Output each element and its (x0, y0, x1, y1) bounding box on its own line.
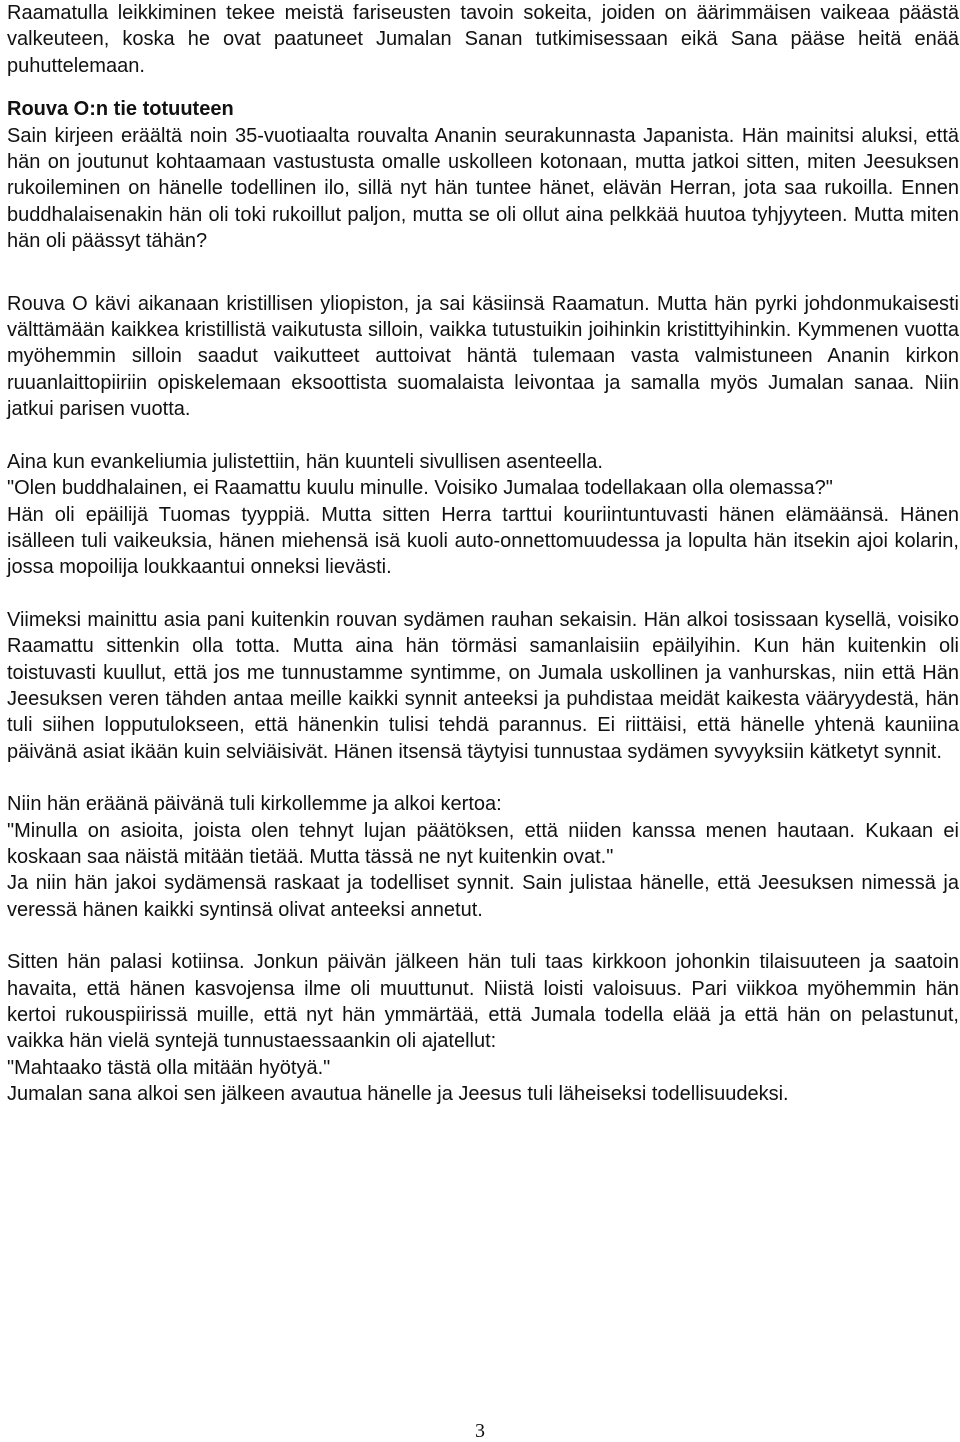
paragraph-letter: Sain kirjeen eräältä noin 35-vuotiaalta rouvalta Ananin seurakunnasta Japanista. Hän mainitsi aluksi, että hän on joutunut kohtaamaan vastustusta omalle uskolleen kotonaan, mutta jatkoi sitten, miten Jeesuksen rukoileminen on hänelle todellinen ilo, sillä nyt hän tuntee hänet, elävän Herran, jota saa rukoilla. Ennen buddhalaisenakin hän oli toki rukoillut paljon, mutta se oli ollut aina pelkkää huutoa tyhjyyteen. Mutta miten hän oli päässyt tähän? (7, 124, 959, 253)
paragraph-quote-secrets: "Minulla on asioita, joista olen tehnyt lujan päätöksen, että niiden kanssa menen hautaan. Kukaan ei koskaan saa näistä mitään tietää. Mutta tässä ne nyt kuitenkin ovat." (7, 819, 959, 868)
spacer (7, 423, 959, 449)
spacer (7, 255, 959, 291)
spacer (7, 765, 959, 791)
paragraph-confession: Ja niin hän jakoi sydämensä raskaat ja todelliset synnit. Sain julistaa hänelle, että Jeesuksen nimessä ja veressä hänen kaikki syntinsä olivat anteeksi annetut. (7, 872, 959, 921)
paragraph-church-visit: Niin hän eräänä päivänä tuli kirkollemme ja alkoi kertoa: (7, 793, 502, 816)
page-number: 3 (475, 1420, 485, 1442)
paragraph-gospel: Aina kun evankeliumia julistettiin, hän kuunteli sivullisen asenteella. (7, 450, 603, 473)
paragraph-thomas: Hän oli epäilijä Tuomas tyyppiä. Mutta sitten Herra tarttui kouriintuntuvasti hänen elämäänsä. Hänen isälleen tuli vaikeuksia, hänen miehensä isä kuoli auto-onnettomuudessa ja lopulta hän itsekin ajoi kolarin, jossa mopoilija loukkaantui onneksi lievästi. (7, 503, 959, 579)
paragraph-closing: Jumalan sana alkoi sen jälkeen avautua hänelle ja Jeesus tuli läheiseksi todellisuudeksi. (7, 1083, 789, 1106)
paragraph-quote-buddhist: "Olen buddhalainen, ei Raamattu kuulu minulle. Voisiko Jumalaa todellakaan olla olemassa?" (7, 477, 833, 500)
section-heading: Rouva O:n tie totuuteen (7, 98, 234, 121)
paragraph-change: Sitten hän palasi kotiinsa. Jonkun päivän jälkeen hän tuli taas kirkkoon johonkin tilaisuuteen ja saatoin havaita, että hänen kasvojensa ilme oli muuttunut. Niistä loisti valoisuus. Pari viikkoa myöhemmin hän kertoi rukouspiirissä muille, että nyt hän ymmärtää, että Jumala todella elää ja että hän on pelastunut, vaikka hän vielä syntejä tunnustaessaankin oli ajatellut: (7, 951, 959, 1053)
spacer (7, 79, 959, 96)
spacer (7, 923, 959, 949)
intro-paragraph: Raamatulla leikkiminen tekee meistä fariseusten tavoin sokeita, joiden on äärimmäisen vaikeaa päästä valkeuteen, koska he ovat paatuneet Jumalan Sanan tutkimisessaan eikä Sana pääse heitä enää puhuttelemaan. (7, 2, 959, 77)
spacer (7, 581, 959, 607)
document-page (7, 0, 959, 1108)
paragraph-quote-benefit: "Mahtaako tästä olla mitään hyötyä." (7, 1056, 331, 1079)
paragraph-repentance: Viimeksi mainittu asia pani kuitenkin rouvan sydämen rauhan sekaisin. Hän alkoi tosissaan kysellä, voisiko Raamattu sittenkin olla totta. Mutta aina hän törmäsi samanlaisiin epäilyihin. Kun hän kuitenkin oli toistuvasti kuullut, että jos me tunnustamme syntimme, on Jumala uskollinen ja vanhurskas, niin että Hän Jeesuksen veren tähden antaa meille kaikki synnit anteeksi ja puhdistaa meidät kaikesta vääryydestä, hän tuli siihen lopputulokseen, että hänenkin tulisi tehdä parannus. Ei riittäisi, että hänelle yhtenä kauniina päivänä asiat ikään kuin selviäisivät. Hänen itsensä täytyisi tunnustaa sydämen syvyyksiin kätketyt synnit. (7, 608, 959, 763)
paragraph-university: Rouva O kävi aikanaan kristillisen yliopiston, ja sai käsiinsä Raamatun. Mutta hän pyrki johdonmukaisesti välttämään kaikkea kristillistä vaikutusta silloin, vaikka tutustuikin joihinkin kristittyihinkin. Kymmenen vuotta myöhemmin silloin saadut vaikutteet auttoivat häntä tulemaan vasta valmistuneen Ananin kirkon ruuanlaittopiiriin opiskelemaan eksoottista suomalaista leivontaa ja samalla myös Jumalan sanaa. Niin jatkui parisen vuotta. (7, 292, 959, 421)
